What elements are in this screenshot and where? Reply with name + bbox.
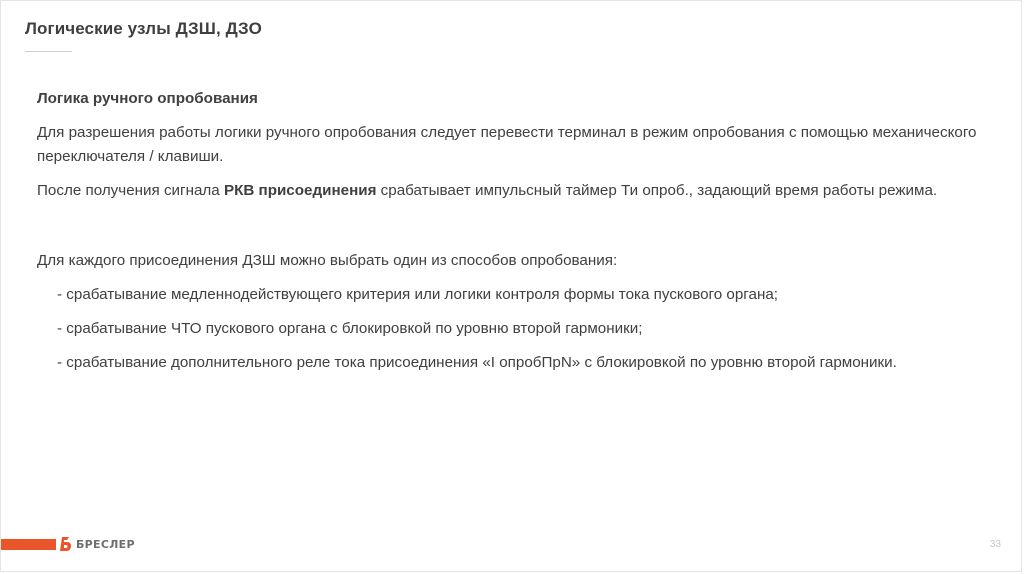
page-number: 33 bbox=[989, 539, 1001, 550]
slide-title: Логические узлы ДЗШ, ДЗО bbox=[25, 19, 262, 38]
breslér-logo-icon bbox=[59, 536, 73, 552]
paragraph-1: Для разрешения работы логики ручного опробования следует перевести терминал в режим опробования с помощью механического переключателя / клавиши. bbox=[37, 124, 977, 165]
list-item: - срабатывание медленнодействующего критерия или логики контроля формы тока пускового органа; bbox=[57, 286, 779, 303]
paragraph-3: Для каждого присоединения ДЗШ можно выбрать один из способов опробования: bbox=[37, 252, 618, 269]
company-logo bbox=[59, 536, 135, 552]
paragraph-2 bbox=[37, 179, 987, 203]
paragraph-2-start: После получения сигнала bbox=[37, 182, 224, 199]
list-item: - срабатывание ЧТО пускового органа с блокировкой по уровню второй гармоники; bbox=[57, 320, 643, 337]
slide-body bbox=[37, 87, 987, 385]
list-item: - срабатывание дополнительного реле тока присоединения «I опробПрN» с блокировкой по уровню второй гармоники. bbox=[57, 354, 897, 371]
logo-text: БРЕСЛЕР bbox=[76, 537, 135, 551]
spacer bbox=[37, 213, 987, 249]
section-subheading: Логика ручного опробования bbox=[37, 90, 258, 107]
paragraph-2-end: срабатывает импульсный таймер Ти опроб., задающий время работы режима. bbox=[376, 182, 938, 199]
title-underline bbox=[25, 51, 72, 52]
paragraph-2-bold: РКВ присоединения bbox=[223, 182, 377, 199]
footer-accent-bar bbox=[1, 539, 56, 550]
